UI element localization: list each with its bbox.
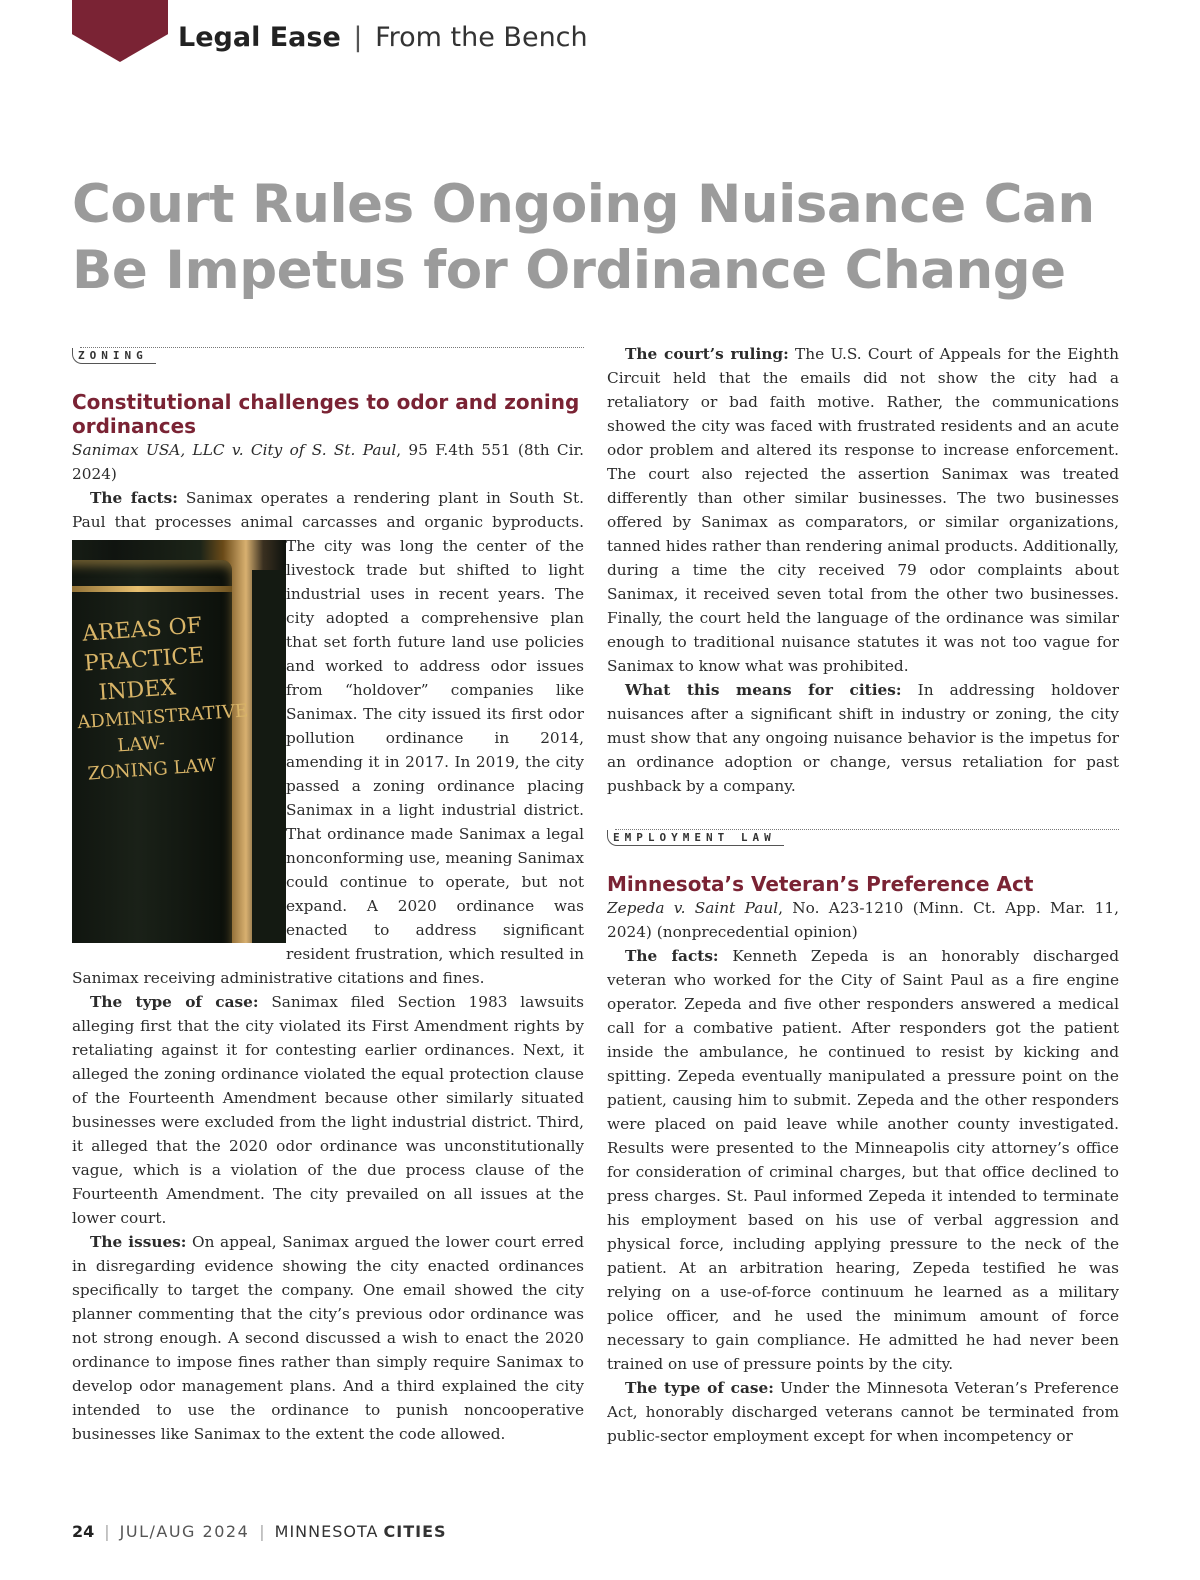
type-label: The type of case: xyxy=(625,1379,774,1397)
spine-line: AREAS OF xyxy=(81,613,203,647)
facts-label: The facts: xyxy=(90,489,178,507)
ruling-text: The U.S. Court of Appeals for the Eighth Circuit held that the emails did not show the city had a retaliatory or bad faith motive. Rather, the communications showed the city was faced with frustrated residents and an acute odor problem and altered its response to increase enforcement. The court also rejected the assertion Sanimax was treated differently than other similar businesses. The two businesses offered by Sanimax as comparators, or similar organizations, tanned hides rather than rendering animal products. Additionally, during a time the city received 79 odor complaints about Sanimax, it received seven total from the other two businesses. Finally, the court held the language of the ordinance was similar enough to traditional nuisance statutes it was not too vague for Sanimax to know what was prohibited. xyxy=(607,345,1119,675)
zoning-citation xyxy=(72,438,584,486)
kicker-label: EMPLOYMENT LAW xyxy=(607,830,784,846)
kicker-label: ZONING xyxy=(72,348,156,364)
page-title: Court Rules Ongoing Nuisance Can Be Impetus for Ordinance Change xyxy=(72,174,1095,301)
spine-lettering xyxy=(72,611,249,790)
footer-divider: | xyxy=(259,1522,265,1541)
zoning-issues-paragraph xyxy=(72,1230,584,1446)
zoning-heading: Constitutional challenges to odor and zoning ordinances xyxy=(72,390,580,438)
spine-line: ADMINISTRATIVE LAW- xyxy=(76,700,249,757)
right-column xyxy=(607,342,1119,1502)
zoning-type-paragraph xyxy=(72,990,584,1230)
case-cite: , No. A23-1210 (Minn. Ct. App. Mar. 11, 2024) (nonprecedential opinion) xyxy=(607,899,1119,941)
facts-text-continued: byproducts. The city was long the center of the livestock trade but shifted to light industrial uses in recent years. The city adopted a comprehensive plan that set forth future land use policies and worked to address odor issues from “holdover” companies like Sanimax. The city issued its first odor pollution ordinance in 2014, amending it in 2017. In 2019, the city passed a zoning ordinance placing Sanimax in a light industrial district. That ordinance made Sanimax a legal nonconforming use, meaning Sanimax could continue to operate, but not expand. A 2020 ordinance was enacted to address significant resident frustration, which resulted in Sanimax receiving administrative citations and fines. xyxy=(72,513,584,987)
employment-heading: Minnesota’s Veteran’s Preference Act xyxy=(607,872,1034,896)
issue-date: JUL/AUG 2024 xyxy=(119,1522,250,1541)
issues-label: The issues: xyxy=(90,1233,187,1251)
page-footer xyxy=(72,1522,447,1541)
type-text: Sanimax filed Section 1983 lawsuits alleging first that the city violated its First Amendment rights by retaliating against it for contesting earlier ordinances. Next, it alleged the zoning ordinance violated the equal protection clause of the Fourteenth Amendment because other similarly situated businesses were excluded from the light industrial district. Third, it alleged that the 2020 odor ordinance was unconstitutionally vague, which is a violation of the due process clause of the Fourteenth Amendment. The city prevailed on all issues at the lower court. xyxy=(72,993,584,1227)
law-books-photo xyxy=(72,540,286,943)
ruling-label: The court’s ruling: xyxy=(625,345,789,363)
spine-line: PRACTICE INDEX xyxy=(83,643,206,706)
case-name: Sanimax USA, LLC v. City of S. St. Paul xyxy=(72,441,397,459)
book-spine xyxy=(252,570,286,943)
employment-facts-paragraph xyxy=(607,944,1119,1376)
facts-text: Kenneth Zepeda is an honorably discharged veteran who worked for the City of Saint Paul as a fire engine operator. Zepeda and five other responders answered a medical call for a combative patient. After responders got the patient inside the ambulance, he continued to resist by kicking and spitting. Zepeda eventually manipulated a pressure point on the patient, causing him to submit. Zepeda and the other responders were placed on paid leave while another county investigated. Results were presented to the Minneapolis city attorney’s office for consideration of criminal charges, but that office declined to press charges. St. Paul informed Zepeda it intended to terminate his employment based on his use of verbal aggression and physical force, including applying pressure to the neck of the patient. At an arbitration hearing, Zepeda testified he was relying on a use-of-force continuum he learned as a military police officer, and he used the minimum amount of force necessary to gain compliance. He admitted he had never been trained on use of pressure points by the city. xyxy=(607,947,1119,1373)
type-label: The type of case: xyxy=(90,993,259,1011)
spine-band xyxy=(72,586,232,592)
employment-type-paragraph xyxy=(607,1376,1119,1448)
zoning-ruling-paragraph xyxy=(607,342,1119,678)
zoning-facts-paragraph xyxy=(72,486,584,990)
zoning-means-paragraph xyxy=(607,678,1119,798)
employment-citation xyxy=(607,896,1119,944)
case-cite: , 95 F.4th 551 (8th Cir. 2024) xyxy=(72,441,584,483)
header-brand: Legal Ease xyxy=(178,22,341,53)
magazine-name: MINNESOTA xyxy=(274,1522,379,1541)
header-section: From the Bench xyxy=(375,22,588,53)
header-separator: | xyxy=(353,22,363,53)
running-header xyxy=(178,22,588,53)
magazine-name-bold: CITIES xyxy=(383,1522,447,1541)
issues-text: On appeal, Sanimax argued the lower court erred in disregarding evidence showing the city enacted ordinances specifically to target the company. One email showed the city planner commenting that the city’s previous odor ordinance was not strong enough. A second discussed a wish to enact the 2020 ordinance to impose fines rather than simply require Sanimax to develop odor management plans. And a third explained the city intended to use the ordinance to punish noncooperative businesses like Sanimax to the extent the code allowed. xyxy=(72,1233,584,1443)
left-column xyxy=(72,342,584,1502)
facts-text: Sanimax operates a rendering plant in South St. Paul that processes animal carcasses and organic xyxy=(72,489,584,531)
employment-kicker xyxy=(607,824,1119,850)
means-text: In addressing holdover nuisances after a significant shift in industry or zoning, the city must show that any ongoing nuisance behavior is the impetus for an ordinance adoption or change, versus retaliation for past pushback by a company. xyxy=(607,681,1119,795)
section-tab xyxy=(72,0,168,62)
case-name: Zepeda v. Saint Paul xyxy=(607,899,779,917)
type-text: Under the Minnesota Veteran’s Preference Act, honorably discharged veterans cannot be terminated from public-sector employment except for when incompetency or xyxy=(607,1379,1119,1445)
footer-divider: | xyxy=(104,1522,110,1541)
means-label: What this means for cities: xyxy=(625,681,902,699)
facts-label: The facts: xyxy=(625,947,719,965)
zoning-kicker xyxy=(72,342,584,368)
page-number: 24 xyxy=(72,1522,95,1541)
spine-line: ZONING LAW xyxy=(86,754,217,785)
